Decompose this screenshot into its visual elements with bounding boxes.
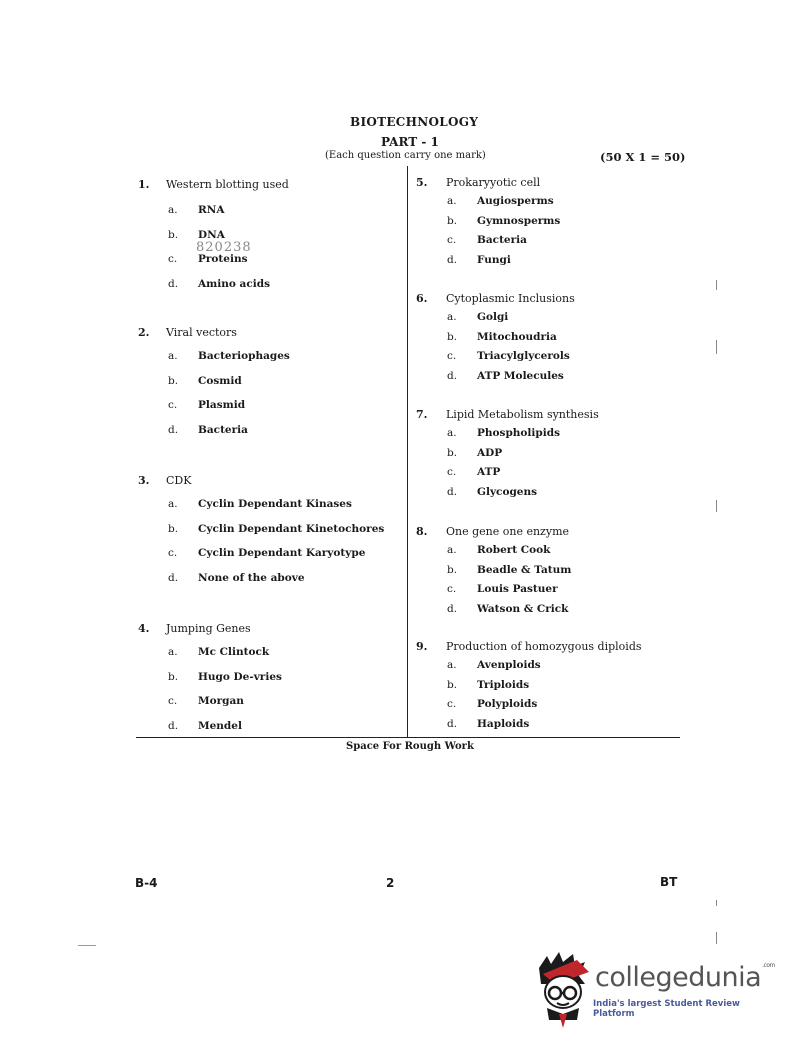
option-letter: d. — [447, 717, 458, 730]
scan-mark — [716, 932, 717, 944]
scan-mark — [716, 900, 717, 906]
option-text: Plasmid — [198, 399, 246, 411]
option-letter: b. — [168, 522, 179, 535]
exam-page — [78, 68, 718, 953]
marks-scheme: (50 X 1 = 50) — [600, 150, 686, 164]
question-text: CDK — [166, 474, 192, 487]
option-text: Proteins — [198, 253, 248, 265]
option-text: Triploids — [477, 678, 530, 691]
option-letter: d. — [168, 277, 179, 290]
page-title: BIOTECHNOLOGY — [350, 115, 479, 129]
question-number: 1. — [138, 178, 150, 191]
instruction-text: (Each question carry one mark) — [325, 150, 486, 161]
option-text: Avenploids — [477, 659, 541, 671]
option-text: Mitochoudria — [477, 330, 557, 343]
option-text: Triacylglycerols — [477, 350, 570, 362]
subject-code: BT — [660, 875, 678, 889]
question-text: Western blotting used — [166, 178, 289, 191]
question-number: 3. — [138, 474, 150, 487]
option-text: Gymnosperms — [477, 214, 561, 227]
option-text: Amino acids — [198, 277, 270, 290]
student-mascot-icon — [533, 948, 593, 1028]
option-text: None of the above — [198, 571, 305, 584]
question-text: Lipid Metabolism synthesis — [446, 408, 599, 421]
brand-tagline: India's largest Student Review Platform — [593, 999, 740, 1019]
question-number: 6. — [416, 292, 428, 305]
option-text: Cyclin Dependant Karyotype — [198, 547, 366, 559]
option-letter: b. — [168, 374, 179, 387]
option-letter: d. — [168, 719, 179, 732]
question-text: Jumping Genes — [166, 622, 251, 635]
option-letter: d. — [447, 602, 458, 615]
option-text: Cyclin Dependant Kinases — [198, 498, 352, 510]
option-text: Fungi — [477, 253, 511, 266]
option-letter: b. — [447, 678, 458, 691]
rough-work-label: Space For Rough Work — [346, 741, 474, 752]
option-text: Louis Pastuer — [477, 583, 558, 595]
option-text: Cyclin Dependant Kinetochores — [198, 522, 385, 535]
part-heading: PART - 1 — [381, 135, 439, 149]
collegedunia-logo — [533, 948, 775, 1030]
scan-mark — [716, 500, 717, 512]
option-text: ATP — [477, 466, 501, 478]
option-letter: b. — [447, 330, 458, 343]
question-text: Prokaryyotic cell — [446, 176, 541, 189]
option-letter: c. — [447, 466, 457, 478]
faint-stamp: 820238 — [196, 240, 252, 255]
option-letter: d. — [168, 571, 179, 584]
option-text: Golgi — [477, 311, 509, 323]
option-text: Bacteria — [477, 234, 527, 246]
option-text: Beadle & Tatum — [477, 563, 572, 576]
option-letter: c. — [447, 234, 457, 246]
option-text: Hugo De-vries — [198, 670, 282, 683]
question-number: 7. — [416, 408, 428, 421]
option-text: Watson & Crick — [477, 602, 569, 615]
option-letter: c. — [168, 695, 178, 707]
option-text: DNA — [198, 228, 225, 241]
option-letter: a. — [447, 427, 457, 439]
option-text: RNA — [198, 204, 225, 216]
option-letter: c. — [168, 547, 178, 559]
option-text: Mendel — [198, 719, 242, 732]
page-number: 2 — [386, 876, 395, 890]
option-letter: d. — [447, 369, 458, 382]
option-text: ATP Molecules — [477, 369, 564, 382]
option-letter: c. — [447, 698, 457, 710]
option-text: Glycogens — [477, 485, 538, 498]
option-text: Bacteria — [198, 423, 248, 436]
booklet-code: B-4 — [135, 876, 158, 890]
option-text: Phospholipids — [477, 427, 560, 439]
question-text: Cytoplasmic Inclusions — [446, 292, 575, 305]
option-letter: c. — [168, 253, 178, 265]
option-letter: c. — [168, 399, 178, 411]
option-letter: b. — [447, 446, 458, 459]
question-number: 2. — [138, 326, 150, 339]
option-letter: a. — [168, 498, 178, 510]
option-text: Haploids — [477, 717, 530, 730]
option-letter: b. — [447, 563, 458, 576]
question-text: Viral vectors — [166, 326, 237, 339]
option-letter: a. — [447, 544, 457, 556]
bottom-rule — [136, 737, 680, 738]
question-number: 4. — [138, 622, 150, 635]
option-text: Morgan — [198, 695, 244, 707]
question-text: One gene one enzyme — [446, 525, 570, 538]
option-letter: a. — [168, 204, 178, 216]
scan-mark — [716, 340, 717, 354]
option-letter: a. — [447, 659, 457, 671]
option-letter: c. — [447, 583, 457, 595]
question-number: 9. — [416, 640, 428, 653]
option-letter: a. — [168, 350, 178, 362]
question-number: 5. — [416, 176, 428, 189]
option-letter: b. — [168, 670, 179, 683]
option-letter: b. — [447, 214, 458, 227]
option-letter: b. — [168, 228, 179, 241]
option-letter: d. — [447, 485, 458, 498]
option-text: Polyploids — [477, 698, 538, 710]
option-text: Mc Clintock — [198, 646, 270, 658]
brand-name: collegedunia$^{.com}$ — [595, 962, 775, 993]
scan-mark — [716, 280, 717, 290]
option-letter: d. — [447, 253, 458, 266]
option-letter: a. — [168, 646, 178, 658]
column-divider — [407, 166, 408, 738]
option-text: Augiosperms — [477, 195, 554, 207]
option-text: Bacteriophages — [198, 350, 290, 362]
option-text: Robert Cook — [477, 544, 551, 556]
option-letter: d. — [168, 423, 179, 436]
option-letter: a. — [447, 311, 457, 323]
scan-mark — [78, 945, 96, 946]
question-text: Production of homozygous diploids — [446, 640, 642, 653]
option-text: ADP — [477, 446, 503, 459]
question-number: 8. — [416, 525, 428, 538]
option-text: Cosmid — [198, 374, 242, 387]
option-letter: c. — [447, 350, 457, 362]
option-letter: a. — [447, 195, 457, 207]
